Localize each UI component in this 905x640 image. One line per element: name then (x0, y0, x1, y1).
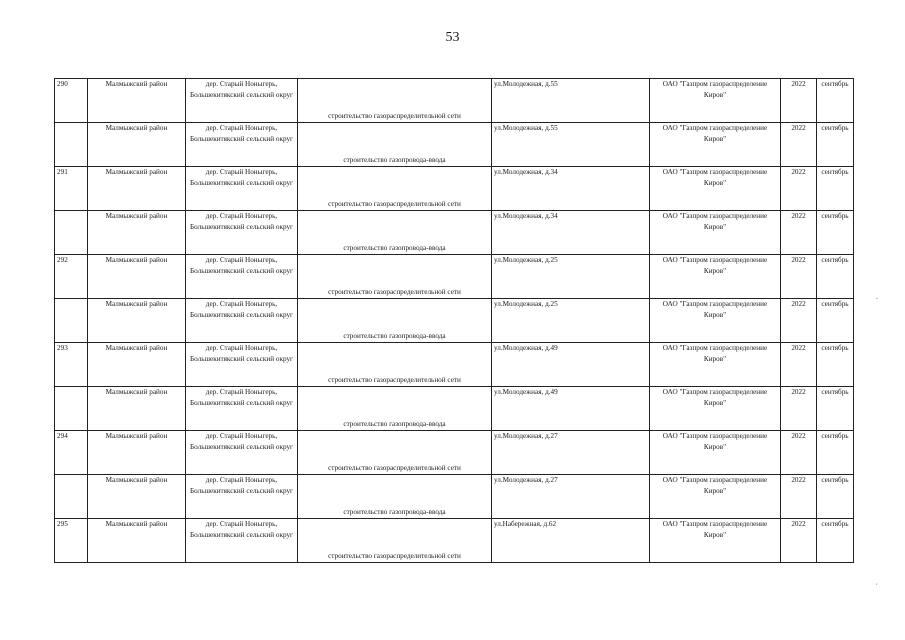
settlement-cell: дер. Старый Ноныгерь, Большекитякский сельский округ (186, 519, 298, 563)
month-cell: сентябрь (817, 123, 854, 167)
settlement-cell: дер. Старый Ноныгерь, Большекитякский сельский округ (186, 167, 298, 211)
year-cell: 2022 (781, 123, 817, 167)
year-cell: 2022 (781, 519, 817, 563)
address-cell: ул.Молодежная, д.49 (492, 343, 650, 387)
month-cell: сентябрь (817, 519, 854, 563)
district-cell: Малмыжский район (88, 519, 186, 563)
month-cell: сентябрь (817, 79, 854, 123)
table-row (55, 79, 854, 123)
work-type-cell: строительство газораспределительной сети (298, 79, 492, 123)
work-type-cell: строительство газораспределительной сети (298, 519, 492, 563)
district-cell: Малмыжский район (88, 431, 186, 475)
table-row (55, 431, 854, 475)
work-type-cell: строительство газопровода-ввода (298, 211, 492, 255)
row-number-cell: 292 (55, 255, 88, 299)
row-number-cell (55, 123, 88, 167)
district-cell: Малмыжский район (88, 343, 186, 387)
work-type-cell: строительство газопровода-ввода (298, 299, 492, 343)
table-row (55, 519, 854, 563)
scan-speck: , (876, 580, 878, 586)
address-cell: ул.Молодежная, д.27 (492, 475, 650, 519)
year-cell: 2022 (781, 167, 817, 211)
organization-cell: ОАО "Газпром газораспределение Киров" (650, 123, 781, 167)
address-cell: ул.Молодежная, д.55 (492, 79, 650, 123)
address-cell: ул.Молодежная, д.55 (492, 123, 650, 167)
settlement-cell: дер. Старый Ноныгерь, Большекитякский сельский округ (186, 475, 298, 519)
address-cell: ул.Молодежная, д.34 (492, 167, 650, 211)
organization-cell: ОАО "Газпром газораспределение Киров" (650, 79, 781, 123)
address-cell: ул.Молодежная, д.34 (492, 211, 650, 255)
month-cell: сентябрь (817, 255, 854, 299)
settlement-cell: дер. Старый Ноныгерь, Большекитякский сельский округ (186, 79, 298, 123)
organization-cell: ОАО "Газпром газораспределение Киров" (650, 431, 781, 475)
registry-table-body (55, 79, 854, 563)
table-row (55, 255, 854, 299)
settlement-cell: дер. Старый Ноныгерь, Большекитякский сельский округ (186, 123, 298, 167)
district-cell: Малмыжский район (88, 211, 186, 255)
table-row (55, 387, 854, 431)
settlement-cell: дер. Старый Ноныгерь, Большекитякский сельский округ (186, 255, 298, 299)
year-cell: 2022 (781, 299, 817, 343)
district-cell: Малмыжский район (88, 255, 186, 299)
work-type-cell: строительство газопровода-ввода (298, 123, 492, 167)
work-type-cell: строительство газораспределительной сети (298, 431, 492, 475)
settlement-cell: дер. Старый Ноныгерь, Большекитякский сельский округ (186, 431, 298, 475)
table-row (55, 211, 854, 255)
month-cell: сентябрь (817, 475, 854, 519)
month-cell: сентябрь (817, 431, 854, 475)
table-row (55, 299, 854, 343)
organization-cell: ОАО "Газпром газораспределение Киров" (650, 387, 781, 431)
address-cell: ул.Молодежная, д.49 (492, 387, 650, 431)
organization-cell: ОАО "Газпром газораспределение Киров" (650, 475, 781, 519)
work-type-cell: строительство газопровода-ввода (298, 475, 492, 519)
address-cell: ул.Молодежная, д.25 (492, 299, 650, 343)
district-cell: Малмыжский район (88, 387, 186, 431)
organization-cell: ОАО "Газпром газораспределение Киров" (650, 519, 781, 563)
work-type-cell: строительство газораспределительной сети (298, 343, 492, 387)
address-cell: ул.Набережная, д.62 (492, 519, 650, 563)
row-number-cell (55, 211, 88, 255)
month-cell: сентябрь (817, 343, 854, 387)
row-number-cell: 294 (55, 431, 88, 475)
settlement-cell: дер. Старый Ноныгерь, Большекитякский сельский округ (186, 343, 298, 387)
year-cell: 2022 (781, 387, 817, 431)
table-row (55, 475, 854, 519)
district-cell: Малмыжский район (88, 475, 186, 519)
year-cell: 2022 (781, 475, 817, 519)
organization-cell: ОАО "Газпром газораспределение Киров" (650, 211, 781, 255)
settlement-cell: дер. Старый Ноныгерь, Большекитякский сельский округ (186, 299, 298, 343)
table-row (55, 343, 854, 387)
address-cell: ул.Молодежная, д.25 (492, 255, 650, 299)
page-number: 53 (445, 30, 460, 45)
district-cell: Малмыжский район (88, 299, 186, 343)
row-number-cell (55, 299, 88, 343)
settlement-cell: дер. Старый Ноныгерь, Большекитякский сельский округ (186, 211, 298, 255)
table-row (55, 167, 854, 211)
row-number-cell: 290 (55, 79, 88, 123)
month-cell: сентябрь (817, 167, 854, 211)
address-cell: ул.Молодежная, д.27 (492, 431, 650, 475)
year-cell: 2022 (781, 79, 817, 123)
year-cell: 2022 (781, 343, 817, 387)
organization-cell: ОАО "Газпром газораспределение Киров" (650, 167, 781, 211)
month-cell: сентябрь (817, 387, 854, 431)
row-number-cell: 295 (55, 519, 88, 563)
work-type-cell: строительство газораспределительной сети (298, 167, 492, 211)
organization-cell: ОАО "Газпром газораспределение Киров" (650, 299, 781, 343)
year-cell: 2022 (781, 431, 817, 475)
district-cell: Малмыжский район (88, 167, 186, 211)
year-cell: 2022 (781, 255, 817, 299)
year-cell: 2022 (781, 211, 817, 255)
district-cell: Малмыжский район (88, 79, 186, 123)
work-type-cell: строительство газораспределительной сети (298, 255, 492, 299)
table-row (55, 123, 854, 167)
work-type-cell: строительство газопровода-ввода (298, 387, 492, 431)
row-number-cell (55, 475, 88, 519)
organization-cell: ОАО "Газпром газораспределение Киров" (650, 255, 781, 299)
settlement-cell: дер. Старый Ноныгерь, Большекитякский сельский округ (186, 387, 298, 431)
district-cell: Малмыжский район (88, 123, 186, 167)
month-cell: сентябрь (817, 211, 854, 255)
registry-table (54, 78, 854, 563)
month-cell: сентябрь (817, 299, 854, 343)
row-number-cell: 291 (55, 167, 88, 211)
row-number-cell: 293 (55, 343, 88, 387)
organization-cell: ОАО "Газпром газораспределение Киров" (650, 343, 781, 387)
scan-speck: - (876, 296, 878, 302)
row-number-cell (55, 387, 88, 431)
